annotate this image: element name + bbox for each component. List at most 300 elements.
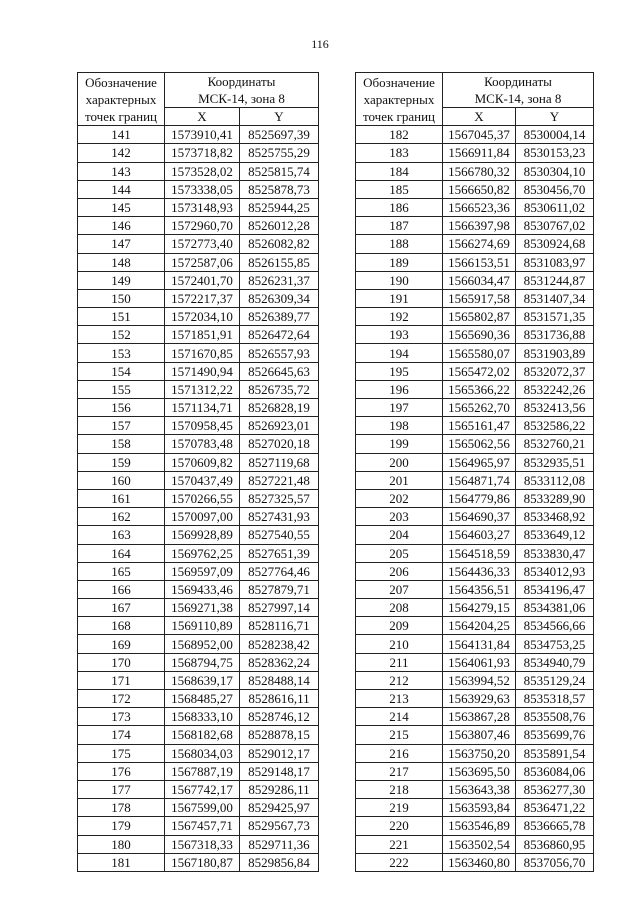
point-number-cell: 156 <box>78 399 165 417</box>
x-coordinate-cell: 1570958,45 <box>165 417 240 435</box>
table-row <box>78 399 319 417</box>
coordinates-header <box>165 73 319 108</box>
table-row <box>78 489 319 507</box>
table-row <box>78 362 319 380</box>
x-coordinate-cell: 1563546,89 <box>443 817 516 835</box>
y-coordinate-cell: 8536277,30 <box>516 780 594 798</box>
y-coordinate-cell: 8527221,48 <box>240 471 319 489</box>
point-number-cell: 162 <box>78 508 165 526</box>
y-coordinate-cell: 8535699,76 <box>516 726 594 744</box>
table-row <box>78 308 319 326</box>
point-number-cell: 146 <box>78 217 165 235</box>
table-row <box>78 653 319 671</box>
point-number-cell: 179 <box>78 817 165 835</box>
y-coordinate-cell: 8535129,24 <box>516 671 594 689</box>
point-number-cell: 211 <box>356 653 443 671</box>
header-line: точек границ <box>84 108 158 124</box>
table-row <box>78 453 319 471</box>
point-number-cell: 154 <box>78 362 165 380</box>
x-coordinate-cell: 1568034,03 <box>165 744 240 762</box>
x-column-header: X <box>443 108 516 126</box>
y-coordinate-cell: 8534381,06 <box>516 599 594 617</box>
point-number-cell: 201 <box>356 471 443 489</box>
y-coordinate-cell: 8532586,22 <box>516 417 594 435</box>
point-number-cell: 158 <box>78 435 165 453</box>
table-row <box>78 617 319 635</box>
y-coordinate-cell: 8527879,71 <box>240 580 319 598</box>
x-column-header: X <box>165 108 240 126</box>
x-coordinate-cell: 1567742,17 <box>165 780 240 798</box>
table-row <box>78 508 319 526</box>
table-row <box>356 780 594 798</box>
x-coordinate-cell: 1563867,28 <box>443 708 516 726</box>
header-line: Обозначение <box>85 74 157 90</box>
table-row <box>78 690 319 708</box>
y-coordinate-cell: 8533289,90 <box>516 489 594 507</box>
table-row <box>78 526 319 544</box>
table-row <box>78 580 319 598</box>
y-coordinate-cell: 8526828,19 <box>240 399 319 417</box>
table-row <box>78 144 319 162</box>
y-column-header: Y <box>516 108 594 126</box>
y-coordinate-cell: 8535891,54 <box>516 744 594 762</box>
coordinates-table-right <box>355 72 594 872</box>
point-number-cell: 194 <box>356 344 443 362</box>
x-coordinate-cell: 1563929,63 <box>443 690 516 708</box>
table-row <box>356 744 594 762</box>
x-coordinate-cell: 1564603,27 <box>443 526 516 544</box>
point-number-cell: 174 <box>78 726 165 744</box>
x-coordinate-cell: 1573148,93 <box>165 198 240 216</box>
point-number-cell: 216 <box>356 744 443 762</box>
table-row <box>78 162 319 180</box>
table-row <box>78 235 319 253</box>
point-number-cell: 197 <box>356 399 443 417</box>
header-line: характерных <box>363 91 435 107</box>
header-line: точек границ <box>362 108 436 124</box>
x-coordinate-cell: 1564436,33 <box>443 562 516 580</box>
point-number-cell: 209 <box>356 617 443 635</box>
y-coordinate-cell: 8529012,17 <box>240 744 319 762</box>
y-coordinate-cell: 8527997,14 <box>240 599 319 617</box>
x-coordinate-cell: 1567180,87 <box>165 853 240 871</box>
table-row <box>356 344 594 362</box>
point-number-cell: 203 <box>356 508 443 526</box>
point-number-cell: 152 <box>78 326 165 344</box>
table-row <box>356 417 594 435</box>
table-row <box>356 399 594 417</box>
y-coordinate-cell: 8527325,57 <box>240 489 319 507</box>
point-number-cell: 186 <box>356 198 443 216</box>
point-number-cell: 149 <box>78 271 165 289</box>
x-coordinate-cell: 1564965,97 <box>443 453 516 471</box>
point-number-cell: 153 <box>78 344 165 362</box>
point-number-cell: 218 <box>356 780 443 798</box>
y-coordinate-cell: 8525878,73 <box>240 180 319 198</box>
y-coordinate-cell: 8532760,21 <box>516 435 594 453</box>
point-number-cell: 180 <box>78 835 165 853</box>
point-number-cell: 167 <box>78 599 165 617</box>
x-coordinate-cell: 1564518,59 <box>443 544 516 562</box>
y-coordinate-cell: 8534012,93 <box>516 562 594 580</box>
page-number: 116 <box>311 37 329 51</box>
y-coordinate-cell: 8526231,37 <box>240 271 319 289</box>
y-coordinate-cell: 8534196,47 <box>516 580 594 598</box>
y-coordinate-cell: 8531083,97 <box>516 253 594 271</box>
y-coordinate-cell: 8530304,10 <box>516 162 594 180</box>
table-row <box>356 835 594 853</box>
x-coordinate-cell: 1563994,52 <box>443 671 516 689</box>
x-coordinate-cell: 1563695,50 <box>443 762 516 780</box>
table-row <box>356 198 594 216</box>
point-number-cell: 145 <box>78 198 165 216</box>
point-number-cell: 147 <box>78 235 165 253</box>
y-coordinate-cell: 8533830,47 <box>516 544 594 562</box>
table-row <box>78 126 319 144</box>
table-row <box>356 599 594 617</box>
x-coordinate-cell: 1567457,71 <box>165 817 240 835</box>
point-number-cell: 181 <box>78 853 165 871</box>
table-row <box>356 453 594 471</box>
point-number-cell: 192 <box>356 308 443 326</box>
y-coordinate-cell: 8533468,92 <box>516 508 594 526</box>
x-coordinate-cell: 1572587,06 <box>165 253 240 271</box>
point-number-cell: 200 <box>356 453 443 471</box>
point-number-cell: 171 <box>78 671 165 689</box>
table-row <box>78 708 319 726</box>
table-row <box>356 217 594 235</box>
table-row <box>356 180 594 198</box>
table-row <box>356 471 594 489</box>
y-coordinate-cell: 8527020,18 <box>240 435 319 453</box>
x-coordinate-cell: 1565262,70 <box>443 399 516 417</box>
y-coordinate-cell: 8526012,28 <box>240 217 319 235</box>
table-row <box>78 726 319 744</box>
y-coordinate-cell: 8526472,64 <box>240 326 319 344</box>
table-row <box>356 326 594 344</box>
y-coordinate-cell: 8536860,95 <box>516 835 594 853</box>
table-row <box>78 544 319 562</box>
table-row <box>356 853 594 871</box>
x-coordinate-cell: 1571312,22 <box>165 380 240 398</box>
table-row <box>356 489 594 507</box>
table-row <box>78 817 319 835</box>
point-number-cell: 183 <box>356 144 443 162</box>
x-coordinate-cell: 1568639,17 <box>165 671 240 689</box>
x-coordinate-cell: 1573528,02 <box>165 162 240 180</box>
point-number-cell: 178 <box>78 799 165 817</box>
table-row <box>356 562 594 580</box>
point-number-cell: 204 <box>356 526 443 544</box>
y-coordinate-cell: 8531736,88 <box>516 326 594 344</box>
table-row <box>356 380 594 398</box>
point-number-cell: 155 <box>78 380 165 398</box>
x-coordinate-cell: 1568182,68 <box>165 726 240 744</box>
y-coordinate-cell: 8528616,11 <box>240 690 319 708</box>
x-coordinate-cell: 1564204,25 <box>443 617 516 635</box>
point-number-cell: 175 <box>78 744 165 762</box>
table-row <box>356 308 594 326</box>
y-coordinate-cell: 8533112,08 <box>516 471 594 489</box>
point-number-cell: 144 <box>78 180 165 198</box>
x-coordinate-cell: 1571851,91 <box>165 326 240 344</box>
x-coordinate-cell: 1572960,70 <box>165 217 240 235</box>
point-number-cell: 207 <box>356 580 443 598</box>
x-coordinate-cell: 1568952,00 <box>165 635 240 653</box>
y-coordinate-cell: 8532413,56 <box>516 399 594 417</box>
point-number-cell: 202 <box>356 489 443 507</box>
x-coordinate-cell: 1570266,55 <box>165 489 240 507</box>
x-coordinate-cell: 1565917,58 <box>443 289 516 307</box>
point-number-cell: 161 <box>78 489 165 507</box>
y-coordinate-cell: 8529567,73 <box>240 817 319 835</box>
x-coordinate-cell: 1565062,56 <box>443 435 516 453</box>
y-coordinate-cell: 8527540,55 <box>240 526 319 544</box>
x-coordinate-cell: 1565802,87 <box>443 308 516 326</box>
x-coordinate-cell: 1564871,74 <box>443 471 516 489</box>
table-row <box>78 417 319 435</box>
x-coordinate-cell: 1568333,10 <box>165 708 240 726</box>
header-line: характерных <box>85 91 157 107</box>
point-number-cell: 217 <box>356 762 443 780</box>
point-number-cell: 215 <box>356 726 443 744</box>
y-coordinate-cell: 8526557,93 <box>240 344 319 362</box>
point-number-cell: 195 <box>356 362 443 380</box>
y-coordinate-cell: 8536471,22 <box>516 799 594 817</box>
point-number-cell: 159 <box>78 453 165 471</box>
table-row <box>356 126 594 144</box>
table-row <box>78 253 319 271</box>
table-row <box>356 526 594 544</box>
table-row <box>78 835 319 853</box>
table-row <box>356 708 594 726</box>
y-coordinate-cell: 8526389,77 <box>240 308 319 326</box>
y-column-header: Y <box>240 108 319 126</box>
x-coordinate-cell: 1570437,49 <box>165 471 240 489</box>
y-coordinate-cell: 8526923,01 <box>240 417 319 435</box>
y-coordinate-cell: 8526645,63 <box>240 362 319 380</box>
point-designation-header <box>78 73 165 126</box>
point-number-cell: 163 <box>78 526 165 544</box>
x-coordinate-cell: 1566650,82 <box>443 180 516 198</box>
table-row <box>78 471 319 489</box>
table-row <box>78 853 319 871</box>
table-row <box>78 289 319 307</box>
x-coordinate-cell: 1572773,40 <box>165 235 240 253</box>
table-row <box>78 217 319 235</box>
point-number-cell: 191 <box>356 289 443 307</box>
table-row <box>356 617 594 635</box>
y-coordinate-cell: 8531244,87 <box>516 271 594 289</box>
x-coordinate-cell: 1565690,36 <box>443 326 516 344</box>
y-coordinate-cell: 8527119,68 <box>240 453 319 471</box>
table-row <box>78 635 319 653</box>
x-coordinate-cell: 1568485,27 <box>165 690 240 708</box>
y-coordinate-cell: 8535508,76 <box>516 708 594 726</box>
table-row <box>356 235 594 253</box>
x-coordinate-cell: 1563807,46 <box>443 726 516 744</box>
table-row <box>78 344 319 362</box>
x-coordinate-cell: 1566153,51 <box>443 253 516 271</box>
point-number-cell: 168 <box>78 617 165 635</box>
y-coordinate-cell: 8525944,25 <box>240 198 319 216</box>
x-coordinate-cell: 1565580,07 <box>443 344 516 362</box>
point-number-cell: 193 <box>356 326 443 344</box>
table-row <box>356 799 594 817</box>
point-number-cell: 214 <box>356 708 443 726</box>
point-number-cell: 177 <box>78 780 165 798</box>
table-row <box>356 580 594 598</box>
table-body <box>78 126 319 872</box>
table-body <box>356 126 594 872</box>
y-coordinate-cell: 8528362,24 <box>240 653 319 671</box>
y-coordinate-cell: 8536084,06 <box>516 762 594 780</box>
y-coordinate-cell: 8530153,23 <box>516 144 594 162</box>
y-coordinate-cell: 8532242,26 <box>516 380 594 398</box>
x-coordinate-cell: 1568794,75 <box>165 653 240 671</box>
x-coordinate-cell: 1570609,82 <box>165 453 240 471</box>
point-number-cell: 165 <box>78 562 165 580</box>
y-coordinate-cell: 8530924,68 <box>516 235 594 253</box>
x-coordinate-cell: 1569597,09 <box>165 562 240 580</box>
table-row <box>78 799 319 817</box>
y-coordinate-cell: 8531903,89 <box>516 344 594 362</box>
point-number-cell: 187 <box>356 217 443 235</box>
x-coordinate-cell: 1567599,00 <box>165 799 240 817</box>
point-number-cell: 166 <box>78 580 165 598</box>
y-coordinate-cell: 8528488,14 <box>240 671 319 689</box>
y-coordinate-cell: 8537056,70 <box>516 853 594 871</box>
x-coordinate-cell: 1569433,46 <box>165 580 240 598</box>
point-number-cell: 185 <box>356 180 443 198</box>
y-coordinate-cell: 8527651,39 <box>240 544 319 562</box>
x-coordinate-cell: 1565161,47 <box>443 417 516 435</box>
x-coordinate-cell: 1570097,00 <box>165 508 240 526</box>
x-coordinate-cell: 1563502,54 <box>443 835 516 853</box>
y-coordinate-cell: 8533649,12 <box>516 526 594 544</box>
point-number-cell: 188 <box>356 235 443 253</box>
y-coordinate-cell: 8526735,72 <box>240 380 319 398</box>
x-coordinate-cell: 1571134,71 <box>165 399 240 417</box>
x-coordinate-cell: 1566523,36 <box>443 198 516 216</box>
point-number-cell: 210 <box>356 635 443 653</box>
x-coordinate-cell: 1563460,80 <box>443 853 516 871</box>
x-coordinate-cell: 1567887,19 <box>165 762 240 780</box>
table-row <box>356 726 594 744</box>
table-row <box>78 271 319 289</box>
y-coordinate-cell: 8531407,34 <box>516 289 594 307</box>
x-coordinate-cell: 1572217,37 <box>165 289 240 307</box>
point-number-cell: 184 <box>356 162 443 180</box>
y-coordinate-cell: 8527764,46 <box>240 562 319 580</box>
point-number-cell: 142 <box>78 144 165 162</box>
point-number-cell: 189 <box>356 253 443 271</box>
x-coordinate-cell: 1563643,38 <box>443 780 516 798</box>
x-coordinate-cell: 1566780,32 <box>443 162 516 180</box>
point-number-cell: 150 <box>78 289 165 307</box>
x-coordinate-cell: 1563593,84 <box>443 799 516 817</box>
y-coordinate-cell: 8529711,36 <box>240 835 319 853</box>
y-coordinate-cell: 8534566,66 <box>516 617 594 635</box>
point-number-cell: 213 <box>356 690 443 708</box>
point-number-cell: 212 <box>356 671 443 689</box>
y-coordinate-cell: 8526082,82 <box>240 235 319 253</box>
point-number-cell: 157 <box>78 417 165 435</box>
x-coordinate-cell: 1570783,48 <box>165 435 240 453</box>
table-row <box>356 762 594 780</box>
point-number-cell: 141 <box>78 126 165 144</box>
table-row <box>78 562 319 580</box>
y-coordinate-cell: 8532072,37 <box>516 362 594 380</box>
table-row <box>356 271 594 289</box>
table-row <box>356 289 594 307</box>
x-coordinate-cell: 1564690,37 <box>443 508 516 526</box>
header-line: Координаты <box>484 74 552 89</box>
y-coordinate-cell: 8530611,02 <box>516 198 594 216</box>
x-coordinate-cell: 1573718,82 <box>165 144 240 162</box>
y-coordinate-cell: 8534753,25 <box>516 635 594 653</box>
point-number-cell: 199 <box>356 435 443 453</box>
y-coordinate-cell: 8526309,34 <box>240 289 319 307</box>
table-row <box>356 435 594 453</box>
table-row <box>78 198 319 216</box>
y-coordinate-cell: 8525755,29 <box>240 144 319 162</box>
x-coordinate-cell: 1566274,69 <box>443 235 516 253</box>
y-coordinate-cell: 8529856,84 <box>240 853 319 871</box>
table-row <box>78 380 319 398</box>
x-coordinate-cell: 1566911,84 <box>443 144 516 162</box>
table-row <box>356 690 594 708</box>
table-row <box>78 671 319 689</box>
y-coordinate-cell: 8525815,74 <box>240 162 319 180</box>
x-coordinate-cell: 1569928,89 <box>165 526 240 544</box>
x-coordinate-cell: 1567318,33 <box>165 835 240 853</box>
y-coordinate-cell: 8531571,35 <box>516 308 594 326</box>
table-row <box>356 817 594 835</box>
y-coordinate-cell: 8529148,17 <box>240 762 319 780</box>
point-number-cell: 169 <box>78 635 165 653</box>
point-number-cell: 148 <box>78 253 165 271</box>
x-coordinate-cell: 1569762,25 <box>165 544 240 562</box>
point-number-cell: 206 <box>356 562 443 580</box>
y-coordinate-cell: 8527431,93 <box>240 508 319 526</box>
table-row <box>78 762 319 780</box>
point-number-cell: 176 <box>78 762 165 780</box>
y-coordinate-cell: 8526155,85 <box>240 253 319 271</box>
y-coordinate-cell: 8530004,14 <box>516 126 594 144</box>
header-line: Координаты <box>207 74 276 89</box>
point-number-cell: 151 <box>78 308 165 326</box>
x-coordinate-cell: 1572401,70 <box>165 271 240 289</box>
x-coordinate-cell: 1564779,86 <box>443 489 516 507</box>
y-coordinate-cell: 8530767,02 <box>516 217 594 235</box>
y-coordinate-cell: 8532935,51 <box>516 453 594 471</box>
table-row <box>356 508 594 526</box>
table-row <box>356 144 594 162</box>
point-number-cell: 219 <box>356 799 443 817</box>
header-line: МСК-14, зона 8 <box>474 91 562 106</box>
x-coordinate-cell: 1571670,85 <box>165 344 240 362</box>
point-number-cell: 170 <box>78 653 165 671</box>
table-row <box>356 544 594 562</box>
x-coordinate-cell: 1566034,47 <box>443 271 516 289</box>
coordinates-header <box>443 73 594 108</box>
x-coordinate-cell: 1569110,89 <box>165 617 240 635</box>
x-coordinate-cell: 1564061,93 <box>443 653 516 671</box>
x-coordinate-cell: 1566397,98 <box>443 217 516 235</box>
y-coordinate-cell: 8529425,97 <box>240 799 319 817</box>
y-coordinate-cell: 8528116,71 <box>240 617 319 635</box>
